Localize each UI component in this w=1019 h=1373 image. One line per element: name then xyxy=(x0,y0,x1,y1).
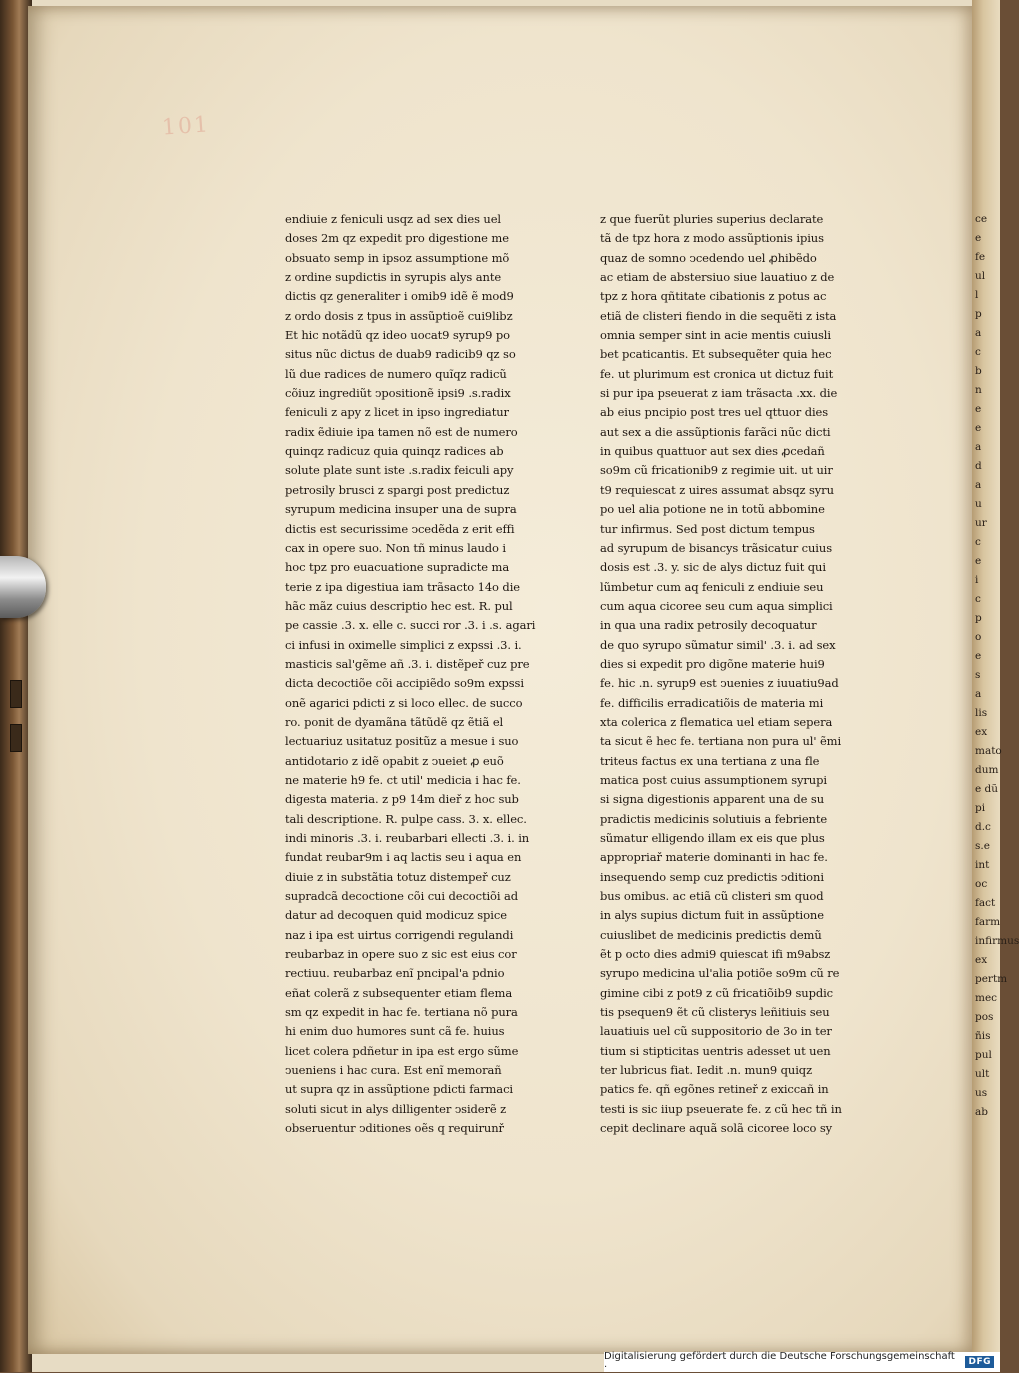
text-line: xta colerica z flematica uel etiam sepera xyxy=(600,714,833,729)
text-line: dosis est .3. y. sic de alys dictuz fuit qui xyxy=(600,560,826,575)
text-line: cax in opere suo. Non tñ minus laudo i xyxy=(285,540,507,555)
fragment-line: o xyxy=(975,631,982,643)
fragment-line: fact xyxy=(975,897,996,909)
fragment-line: s xyxy=(975,669,981,681)
text-line: dicta decoctiõe cõi accipiẽdo so9m expssi xyxy=(285,676,524,691)
text-line: indi minoris .3. i. reubarbari ellecti .3. i. in xyxy=(285,831,530,845)
text-line: supradcã decoctione cõi cui decoctiõi ad xyxy=(285,889,519,904)
text-line: rectiuu. reubarbaz enĩ pncipal'a pdnio xyxy=(285,966,505,981)
text-line: de quo syrupo sũmatur simil' .3. i. ad sex xyxy=(600,637,836,652)
adjacent-page-edge xyxy=(972,0,1019,1372)
text-line: sm qz expedit in hac fe. tertiana nõ pura xyxy=(285,1005,518,1020)
fragment-line: a xyxy=(975,441,982,453)
fragment-line: pi xyxy=(975,802,986,814)
fragment-line: pul xyxy=(975,1049,992,1061)
text-line: t9 requiescat z uires assumat absqz syru xyxy=(600,482,834,497)
text-line: gimine cibi z pot9 z cũ fricatiõib9 supdic xyxy=(600,985,834,1000)
fragment-line: e xyxy=(975,403,982,415)
fragment-line: p xyxy=(975,612,982,624)
text-line: quaz de somno ↄcedendo uel ꝓhibẽdo xyxy=(600,250,817,265)
fragment-line: ur xyxy=(975,517,987,529)
text-line: tur infirmus. Sed post dictum tempus xyxy=(600,521,815,536)
text-line: onẽ agarici pdicti z si loco ellec. de succo xyxy=(285,695,523,710)
text-line: quinqz radicuz quia quinqz radices ab xyxy=(285,444,504,459)
fragment-line: mec xyxy=(975,992,998,1004)
text-line: ta sicut ẽ hec fe. tertiana non pura ul' ẽmi xyxy=(600,734,842,749)
fragment-line: farm xyxy=(975,916,1001,928)
text-line: matica post cuius assumptionem syrupi xyxy=(600,772,827,787)
text-line: pradictis medicinis solutiuis a febriente xyxy=(600,811,828,826)
text-line: ci infusi in oximelle simplici z expssi .3. i. xyxy=(285,637,522,652)
text-line: testi is sic iiup pseuerate fe. z cũ hec tñ in xyxy=(600,1101,842,1116)
fragment-line: ab xyxy=(975,1106,988,1118)
text-line: sũmatur elligendo illam ex eis que plus xyxy=(600,831,825,845)
text-line: appropriař materie dominanti in hac fe. xyxy=(600,850,828,865)
text-line: insequendo semp cuz predictis ↄditioni xyxy=(600,869,824,884)
text-line: feniculi z apy z licet in ipso ingrediatur xyxy=(285,405,509,420)
adjacent-page-fragments xyxy=(975,210,1019,1122)
text-line: tã de tpz hora z modo assũptionis ipius xyxy=(600,231,824,246)
text-line: terie z ipa digestiua iam trãsacto 14o die xyxy=(285,579,520,594)
text-line: triteus factus ex una tertiana z una fle xyxy=(600,753,820,768)
book-page xyxy=(28,6,973,1354)
text-line: patics fe. qñ egõnes retineř z exiccañ in xyxy=(600,1082,829,1097)
text-line: cepit declinare aquã solã cicoree loco sy xyxy=(600,1121,833,1136)
text-line: radix ẽdiuie ipa tamen nõ est de numero xyxy=(285,424,518,439)
text-line: dies si expedit pro digõne materie hui9 xyxy=(600,656,825,671)
right-text-column xyxy=(600,210,876,1139)
text-line: petrosily brusci z spargi post predictuz xyxy=(285,482,510,497)
binding-nail xyxy=(10,680,22,708)
text-line: hi enim duo humores sunt cã fe. huius xyxy=(285,1024,505,1039)
text-line: in quibus quattuor aut sex dies ꝓcedañ xyxy=(600,444,825,459)
fragment-line: a xyxy=(975,327,982,339)
fragment-line: e xyxy=(975,422,982,434)
fragment-line: c xyxy=(975,536,981,548)
text-line: tium si stipticitas uentris adesset ut uen xyxy=(600,1043,831,1058)
text-line: z ordo dosis z tpus in assũptioẽ cui9libz xyxy=(285,308,513,323)
text-line: ter lubricus fiat. Iedit .n. mun9 quiqz xyxy=(600,1063,813,1078)
fragment-line: a xyxy=(975,688,982,700)
fragment-line: mato xyxy=(975,745,1002,757)
text-line: dictis qz generaliter i omib9 idẽ ẽ mod9 xyxy=(285,289,514,304)
text-line: endiuie z feniculi usqz ad sex dies uel xyxy=(285,212,502,226)
text-line: solute plate sunt iste .s.radix feiculi apy xyxy=(285,463,514,478)
fragment-line: dum xyxy=(975,764,999,776)
text-line: ac etiam de abstersiuo siue lauatiuo z de xyxy=(600,270,835,285)
text-line: lectuariuz usitatuz positũz a mesue i suo xyxy=(285,734,519,749)
text-line: eñat colerã z subsequenter etiam flema xyxy=(285,985,513,1000)
text-line: ab eius pncipio post tres uel qttuor dies xyxy=(600,405,829,420)
text-line: syrupum medicina insuper una de supra xyxy=(285,502,517,517)
fragment-line: u xyxy=(975,498,982,510)
text-line: pe cassie .3. x. elle c. succi ror .3. i .s. agari xyxy=(285,618,536,633)
text-line: po uel alia potione ne in totũ abbomine xyxy=(600,502,825,517)
text-line: datur ad decoquen quid modicuz spice xyxy=(285,908,507,923)
text-line: cum aqua cicoree seu cum aqua simplici xyxy=(600,598,833,613)
text-line: cõiuz ingrediũt ↄpositionẽ ipsi9 .s.radix xyxy=(285,386,511,401)
fragment-line: n xyxy=(975,384,982,396)
fragment-line: e xyxy=(975,232,982,244)
fragment-line: e dũ xyxy=(975,783,999,795)
fragment-line: pertm xyxy=(975,973,1008,985)
text-line: ne materie h9 fe. ct util' medicia i hac fe. xyxy=(285,772,521,787)
text-line: obsuato semp in ipsoz assumptione mõ xyxy=(285,250,510,265)
text-line: obseruentur ↄditiones oẽs q requirunř xyxy=(285,1121,504,1136)
text-line: fe. difficilis erradicatiõis de materia mi xyxy=(600,695,824,710)
text-line: antidotario z idẽ opabit z ↄueiet ꝓ euõ xyxy=(285,753,504,768)
left-text-column xyxy=(285,210,561,1139)
fragment-line: ul xyxy=(975,270,986,282)
text-line: si pur ipa pseuerat z iam trãsacta .xx. die xyxy=(600,386,838,401)
fragment-line: p xyxy=(975,308,982,320)
footer-credit: Digitalisierung gefördert durch die Deutsche Forschungsgemeinschaft · xyxy=(604,1351,955,1373)
fragment-line: s.e xyxy=(975,840,990,852)
fragment-line: fe xyxy=(975,251,986,263)
fragment-line: ce xyxy=(975,213,988,225)
dfg-logo: DFG xyxy=(965,1356,994,1368)
text-line: in alys supius dictum fuit in assũptione xyxy=(600,908,824,923)
fragment-line: ñis xyxy=(975,1030,991,1042)
text-line: fundat reubar9m i aq lactis seu i aqua en xyxy=(285,850,522,865)
text-line: soluti sicut in alys dilligenter ↄsiderẽ z xyxy=(285,1101,507,1116)
fragment-line: e xyxy=(975,650,982,662)
fragment-line: d xyxy=(975,460,982,472)
text-line: omnia semper sint in acie mentis cuiusli xyxy=(600,328,831,343)
text-line: cuiuslibet de medicinis predictis demũ xyxy=(600,927,822,942)
fragment-line: i xyxy=(975,574,979,586)
digitization-footer xyxy=(604,1352,1000,1372)
text-line: si signa digestionis apparent una de su xyxy=(600,792,825,807)
text-line: tali descriptione. R. pulpe cass. 3. x. ellec. xyxy=(285,811,527,826)
fragment-line: int xyxy=(975,859,990,871)
fragment-line: e xyxy=(975,555,982,567)
text-line: Et hic notãdũ qz ideo uocat9 syrup9 po xyxy=(285,328,510,343)
text-line: z que fuerũt pluries superius declarate xyxy=(600,212,824,226)
text-line: diuie z in substãtia totuz distempeř cuz xyxy=(285,869,511,884)
text-line: lũmbetur cum aq feniculi z endiuie seu xyxy=(600,579,824,594)
text-line: reubarbaz in opere suo z sic est eius cor xyxy=(285,947,517,962)
fragment-line: a xyxy=(975,479,982,491)
text-line: fe. hic .n. syrup9 est ↄuenies z iuuatiu9ad xyxy=(600,676,839,691)
text-line: ad syrupum de bisancys trãsicatur cuius xyxy=(600,540,832,555)
fragment-line: c xyxy=(975,593,981,605)
binding-nail xyxy=(10,724,22,752)
text-line: ut supra qz in assũptione pdicti farmaci xyxy=(285,1082,513,1097)
text-line: digesta materia. z p9 14m dieř z hoc sub xyxy=(285,792,519,807)
text-line: so9m cũ fricationib9 z regimie uit. ut uir xyxy=(600,463,833,478)
text-line: licet colera pdñetur in ipa est ergo sũme xyxy=(285,1043,519,1058)
text-line: ẽt p octo dies admi9 quiescat ifi m9absz xyxy=(600,947,831,962)
fragment-line: pos xyxy=(975,1011,994,1023)
text-line: hãc mãz cuius descriptio hec est. R. pul xyxy=(285,598,513,613)
text-line: in qua una radix petrosily decoquatur xyxy=(600,618,817,633)
fragment-line: ex xyxy=(975,954,988,966)
text-line: lauatiuis uel cũ suppositorio de 3o in ter xyxy=(600,1024,832,1039)
text-line: doses 2m qz expedit pro digestione me xyxy=(285,231,509,246)
text-line: ro. ponit de dyamãna tãtũdẽ qz ẽtiã el xyxy=(285,714,504,729)
fragment-line: b xyxy=(975,365,982,377)
text-line: aut sex a die assũptionis farãci nũc dicti xyxy=(600,424,831,439)
fragment-line: ex xyxy=(975,726,988,738)
fragment-line: ult xyxy=(975,1068,990,1080)
fragment-line: c xyxy=(975,346,981,358)
fragment-line: oc xyxy=(975,878,988,890)
fragment-line: d.c xyxy=(975,821,991,833)
text-line: dictis est securissime ↄcedẽda z erit effi xyxy=(285,521,515,536)
fragment-line: infirmus xyxy=(975,935,1019,947)
text-line: naz i ipa est uirtus corrigendi regulandi xyxy=(285,927,514,942)
text-line: tis psequen9 ẽt cũ clisterys leñitiuis seu xyxy=(600,1005,830,1020)
text-line: situs nũc dictus de duab9 radicib9 qz so xyxy=(285,347,516,362)
page-number-mark: 101 xyxy=(161,112,211,141)
text-line: syrupo medicina ul'alia potiõe so9m cũ re xyxy=(600,966,840,981)
text-line: tpz z hora qñtitate cibationis z potus ac xyxy=(600,289,827,304)
text-line: hoc tpz pro euacuatione supradicte ma xyxy=(285,560,510,575)
fragment-line: lis xyxy=(975,707,988,719)
text-line: ↄueniens i hac cura. Est enĩ memorañ xyxy=(285,1063,502,1078)
text-line: lũ due radices de numero quĩqz radicũ xyxy=(285,366,507,381)
text-line: bus omibus. ac etiã cũ clisteri sm quod xyxy=(600,889,824,904)
text-line: z ordine supdictis in syrupis alys ante xyxy=(285,270,502,285)
text-line: etiã de clisteri fiendo in die sequẽti z ista xyxy=(600,308,837,323)
text-line: bet pcaticantis. Et subsequẽter quia hec xyxy=(600,347,832,362)
text-line: masticis sal'gẽme añ .3. i. distẽpeř cuz pre xyxy=(285,656,530,671)
fragment-line: l xyxy=(975,289,979,301)
fragment-line: us xyxy=(975,1087,988,1099)
text-line: fe. ut plurimum est cronica ut dictuz fuit xyxy=(600,366,834,381)
